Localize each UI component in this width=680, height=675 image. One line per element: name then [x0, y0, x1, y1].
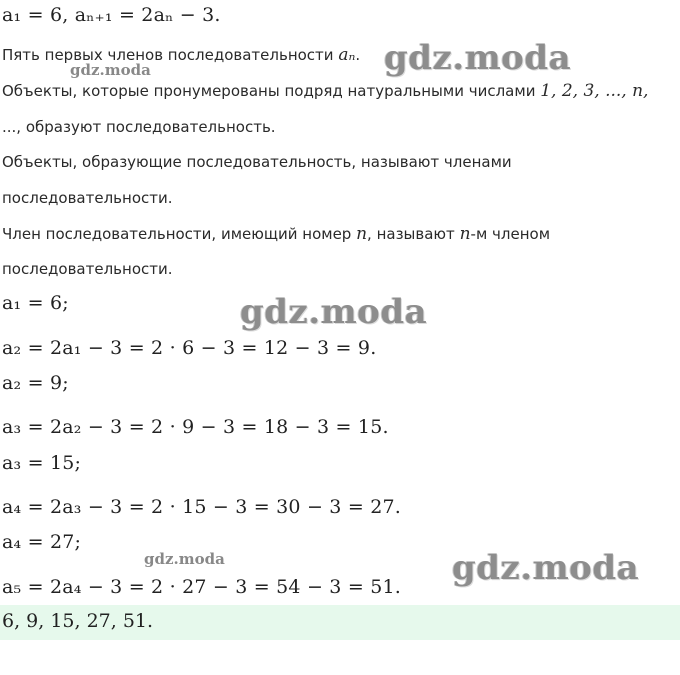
- watermark-large-top: gdz.moda: [384, 38, 572, 78]
- watermark-large-middle: gdz.moda: [240, 292, 428, 332]
- answer: 6, 9, 15, 27, 51.: [2, 610, 154, 632]
- watermark-large-bottom: gdz.moda: [452, 548, 640, 588]
- task-variable: aₙ: [338, 45, 356, 65]
- definition-3-end: -м членом: [470, 225, 551, 243]
- definition-2-line-2: последовательности.: [2, 189, 173, 207]
- definition-1-line-1: [2, 81, 648, 101]
- definition-1-numbers: 1, 2, 3, ..., n,: [540, 81, 649, 101]
- watermark-small-top: gdz.moda: [70, 61, 151, 79]
- definition-3-mid: , называют: [367, 225, 460, 243]
- definition-3-text: Член последовательности, имеющий номер: [2, 225, 357, 243]
- definition-3-line-2: последовательности.: [2, 260, 173, 278]
- watermark-small-bottom: gdz.moda: [144, 550, 225, 568]
- step-a2-calc: a₂ = 2a₁ − 3 = 2 · 6 − 3 = 12 − 3 = 9.: [2, 337, 377, 359]
- task-prefix: Пять первых членов последовательности: [2, 46, 339, 64]
- task-suffix: .: [355, 46, 361, 64]
- step-a1: a₁ = 6;: [2, 292, 69, 314]
- definition-3-n: n: [356, 224, 368, 244]
- step-a2: a₂ = 9;: [2, 372, 69, 394]
- step-a3: a₃ = 15;: [2, 452, 82, 474]
- definition-3-n-second: n: [459, 224, 471, 244]
- step-a4-calc: a₄ = 2a₃ − 3 = 2 · 15 − 3 = 30 − 3 = 27.: [2, 496, 402, 518]
- definition-1-line-2: ..., образуют последовательность.: [2, 118, 276, 136]
- task-statement: [2, 45, 360, 65]
- definition-3-line-1: [2, 224, 550, 244]
- step-a3-calc: a₃ = 2a₂ − 3 = 2 · 9 − 3 = 18 − 3 = 15.: [2, 416, 389, 438]
- definition-1-text: Объекты, которые пронумерованы подряд натуральными числами: [2, 82, 541, 100]
- sequence-formula: a₁ = 6, aₙ₊₁ = 2aₙ − 3.: [2, 4, 221, 26]
- step-a4: a₄ = 27;: [2, 531, 82, 553]
- step-a5-calc: a₅ = 2a₄ − 3 = 2 · 27 − 3 = 54 − 3 = 51.: [2, 576, 402, 598]
- definition-2-line-1: Объекты, образующие последовательность, называют членами: [2, 153, 512, 171]
